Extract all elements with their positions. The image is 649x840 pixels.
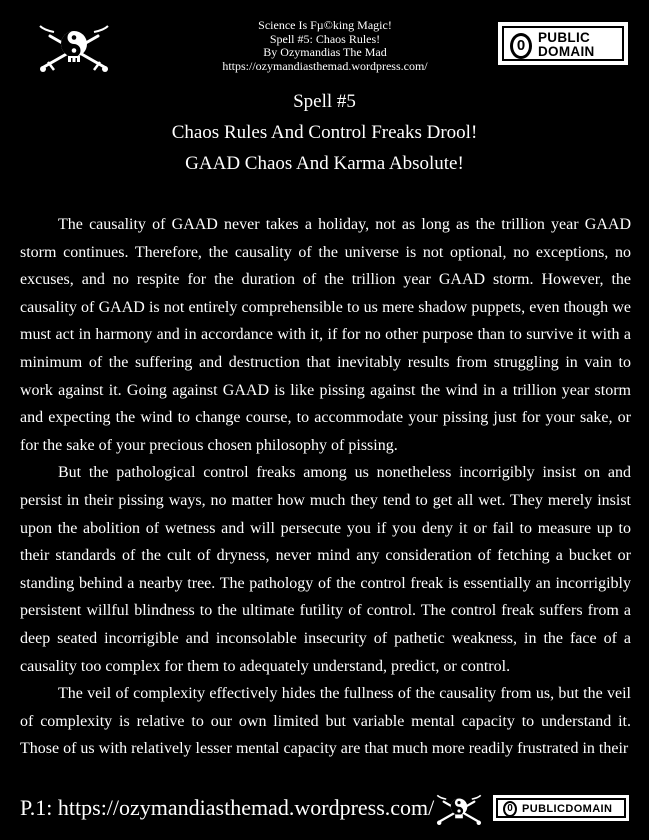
spell-subtitle-1: Chaos Rules And Control Freaks Drool! xyxy=(171,122,478,143)
footer-yin-yang-skull-icon xyxy=(436,794,482,826)
footer-page-url: P.1: https://ozymandiasthemad.wordpress.com/ xyxy=(20,795,435,820)
public-domain-line1: PUBLIC xyxy=(538,30,591,45)
public-domain-label xyxy=(538,31,595,59)
header-spell-title: Spell #5: Chaos Rules! xyxy=(269,31,381,46)
header-url: https://ozymandiasthemad.wordpress.com/ xyxy=(222,58,428,73)
paragraph-3: The veil of complexity effectively hides the fullness of the causality from us, but the veil of complexity is relative to our own limited but variable mental capacity to understand it. Those of us with relatively lesser mental capacity are that much more readily frustrated in their xyxy=(20,685,631,758)
public-domain-zero-icon: 0 xyxy=(510,33,532,59)
paragraph-1: The causality of GAAD never takes a holiday, not as long as the trillion year GAAD storm continues. Therefore, the causality of the universe is not optional, no exceptions, no excuses, and no respite for the duration of the trillion year GAAD storm. However, the causality of GAAD is not entirely comprehensible to us mere shadow puppets, even though we must act in harmony and in accordance with it, if for no other purpose than to survive it with a minimum of the suffering and destruction that inevitably results from struggling in vain to work against it. Going against GAAD is like pissing against the wind in a trillion year storm and expecting the wind to change course, to accommodate your pissing just for your sake, or for the sake of your precious chosen philosophy of pissing. xyxy=(20,216,631,454)
spell-subtitle-2: GAAD Chaos And Karma Absolute! xyxy=(185,153,464,174)
header-author: By Ozymandias The Mad xyxy=(263,45,387,59)
paragraph-2: But the pathological control freaks among us nonetheless incorrigibly insist on and persist in their pissing ways, no matter how much they tend to get all wet. They merely insist upon the abolition of wetness and will persecute you if you deny it or fail to measure up to their standards of the cult of dryness, never mind any consideration of fetching a bucket or standing behind a nearby tree. The pathology of the control freak is essentially an incorrigibly persistent willful blindness to the ultimate futility of control. The control freak suffers from a deep seated incorrigible and inconsolable insecurity of pathetic weakness, in the face of a causality too complex for them to adequately understand, predict, or control. xyxy=(20,464,631,675)
body-text xyxy=(20,211,631,763)
header-site-title: Science Is Fµ©king Magic! xyxy=(258,18,392,32)
footer-public-domain-label: PUBLICDOMAIN xyxy=(522,803,613,815)
footer-public-domain-zero-icon: 0 xyxy=(503,801,517,817)
public-domain-line2: DOMAIN xyxy=(538,44,595,59)
public-domain-badge xyxy=(498,22,628,65)
title-block xyxy=(0,90,649,183)
footer-public-domain-badge xyxy=(493,795,629,821)
yin-yang-skull-crossed-swords-icon xyxy=(38,24,110,74)
spell-number-title: Spell #5 xyxy=(293,91,356,112)
header-info xyxy=(200,19,450,73)
